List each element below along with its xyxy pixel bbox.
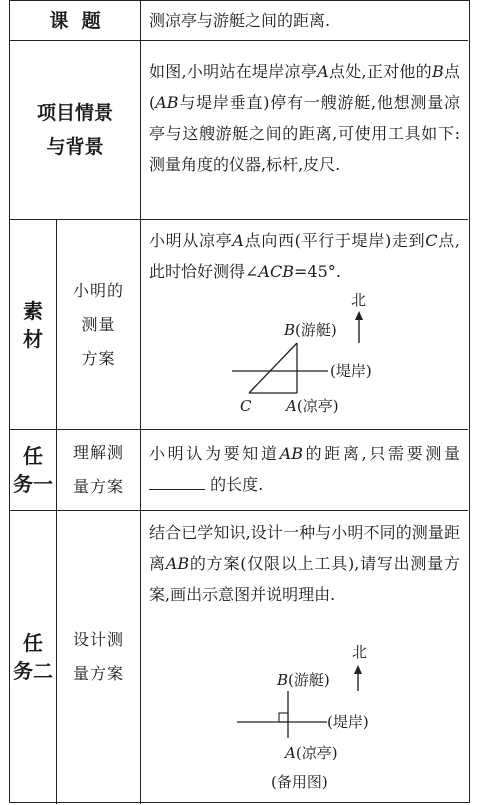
shore-label: (堤岸) bbox=[327, 713, 369, 731]
material-sub-label: 小明的 测量 方案 bbox=[72, 280, 124, 368]
north-label: 北 bbox=[352, 643, 368, 661]
point-B-label: B(游艇) bbox=[277, 671, 330, 689]
point-A-label: A(凉亭) bbox=[285, 744, 338, 762]
answer-blank[interactable] bbox=[149, 471, 205, 490]
task1-content: 小明认为要知道AB的距离,只需要测量 的长度. bbox=[149, 444, 460, 494]
task2-sub-label: 设计测 量方案 bbox=[72, 630, 124, 683]
figure-caption: (备用图) bbox=[271, 773, 328, 791]
point-B-label: B(游艇) bbox=[284, 321, 337, 339]
scenario-content: 如图,小明站在堤岸凉亭A点处,正对他的B点(AB与堤岸垂直)停有一艘游艇,他想测量凉亭与这艘游艇之间的距离,可使用工具如下:测量角度的仪器,标杆,皮尺. bbox=[149, 62, 460, 174]
north-arrowhead bbox=[355, 311, 363, 320]
task1-group-label: 任 务一 bbox=[13, 444, 53, 496]
north-arrowhead bbox=[354, 665, 362, 674]
material-group-label: 素 材 bbox=[23, 298, 43, 351]
task2-group-label: 任 务二 bbox=[13, 631, 53, 683]
point-C-label: C bbox=[240, 397, 252, 415]
segment-CB bbox=[249, 343, 297, 393]
scenario-label bbox=[10, 41, 140, 219]
divider-col-sub bbox=[140, 219, 141, 804]
shore-label: (堤岸) bbox=[330, 362, 372, 380]
task1-sub-label: 理解测 量方案 bbox=[72, 443, 124, 496]
task2-figure bbox=[215, 641, 445, 801]
topic-content: 测凉亭与游艇之间的距离. bbox=[149, 11, 331, 30]
material-content: 小明从凉亭A点向西(平行于堤岸)走到C点,此时恰好测得∠ACB=45°. bbox=[149, 231, 460, 281]
scenario-label-line2: 与背景 bbox=[46, 136, 104, 158]
task-table bbox=[9, 0, 470, 803]
scenario-label-line1: 项目情景 bbox=[36, 102, 113, 124]
point-A-label: A(凉亭) bbox=[286, 397, 339, 415]
material-figure bbox=[180, 291, 430, 421]
north-label: 北 bbox=[351, 291, 367, 309]
right-angle-mark bbox=[279, 713, 288, 722]
task2-content: 结合已学知识,设计一种与小明不同的测量距离AB的方案(仅限以上工具),请写出测量方案,画出示意图并说明理由. bbox=[149, 523, 460, 604]
topic-label: 课 题 bbox=[49, 9, 101, 32]
